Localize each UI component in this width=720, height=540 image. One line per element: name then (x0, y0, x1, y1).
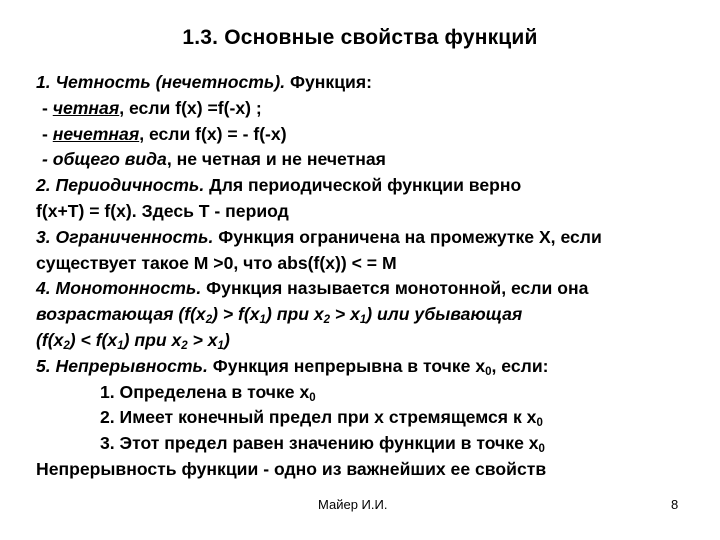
continuity-rest-end: , если: (491, 355, 549, 376)
monotonicity-rest: Функция называется монотонной, если она (201, 278, 589, 299)
formula-text: ) или убывающая (366, 304, 523, 325)
conclusion-line: Непрерывность функции - одно из важнейших ее свойств (36, 458, 547, 479)
subscript: 1 (359, 314, 367, 327)
periodicity-term: 2. Периодичность. (36, 175, 205, 196)
subscript: 0 (309, 391, 316, 404)
boundedness-term: 3. Ограниченность. (36, 226, 214, 247)
subscript: 1 (117, 339, 124, 352)
odd-term: нечетная (52, 123, 140, 144)
subscript: 2 (181, 339, 188, 352)
formula-text: > х (330, 304, 360, 325)
subscript: 0 (485, 365, 492, 378)
periodicity-formula: f(x+T) = f(x). Здесь Т - период (36, 200, 289, 221)
even-line (36, 96, 706, 122)
even-term: четная (52, 97, 120, 118)
formula-text: ) при х (123, 329, 182, 350)
formula-text: > х (187, 329, 218, 350)
subscript: 0 (536, 417, 543, 430)
boundedness-heading (36, 225, 706, 251)
periodicity-rest: Для периодической функции верно (204, 175, 522, 196)
increasing-condition (36, 302, 706, 328)
periodicity-heading (36, 173, 706, 199)
continuity-condition-1 (36, 380, 706, 406)
general-term: - общего вида (42, 149, 167, 170)
formula-text: (f(x (36, 329, 64, 350)
even-condition: , если f(x) =f(-x) ; (119, 97, 262, 118)
decreasing-condition (36, 328, 706, 354)
formula-text: ) при х (265, 304, 324, 325)
formula-text: ) (223, 329, 230, 350)
formula-text: ) > f(x (212, 304, 260, 325)
formula-text: ) < f(x (69, 329, 118, 350)
parity-heading-rest: Функция: (285, 72, 372, 92)
condition-text: 1. Определена в точке х (100, 381, 310, 402)
page-number: 8 (671, 497, 679, 512)
continuity-term: 5. Непрерывность. (36, 355, 208, 376)
subscript: 0 (538, 443, 545, 456)
monotonicity-term: 4. Монотонность. (36, 278, 202, 299)
condition-text: 2. Имеет конечный предел при х стремящемся к х (100, 407, 537, 428)
odd-condition: , если f(x) = - f(-x) (139, 123, 287, 144)
subscript: 1 (217, 339, 224, 352)
general-condition: , не четная и не нечетная (166, 149, 386, 170)
continuity-heading (36, 354, 706, 380)
slide-content (36, 70, 706, 483)
even-dash: - (42, 97, 53, 118)
odd-dash: - (42, 123, 53, 144)
continuity-rest: Функция непрерывна в точке х (207, 355, 486, 376)
odd-line (36, 122, 706, 148)
continuity-condition-3 (36, 431, 706, 457)
slide-title: 1.3. Основные свойства функций (182, 26, 538, 49)
subscript: 2 (63, 339, 70, 352)
condition-text: 3. Этот предел равен значению функции в точке х (100, 433, 539, 454)
monotonicity-heading (36, 276, 706, 302)
footer-author: Майер И.И. (318, 497, 388, 512)
parity-heading (36, 70, 706, 96)
boundedness-rest: Функция ограничена на промежутке Х, если (213, 226, 602, 247)
parity-term: 1. Четность (нечетность). (36, 72, 286, 92)
boundedness-condition: существует такое М >0, что abs(f(x)) < = M (36, 252, 397, 273)
formula-text: возрастающая (f(x (36, 304, 206, 325)
general-line (36, 147, 706, 173)
subscript: 2 (323, 314, 331, 327)
subscript: 2 (205, 314, 213, 327)
subscript: 1 (259, 314, 266, 327)
continuity-condition-2 (36, 405, 706, 431)
